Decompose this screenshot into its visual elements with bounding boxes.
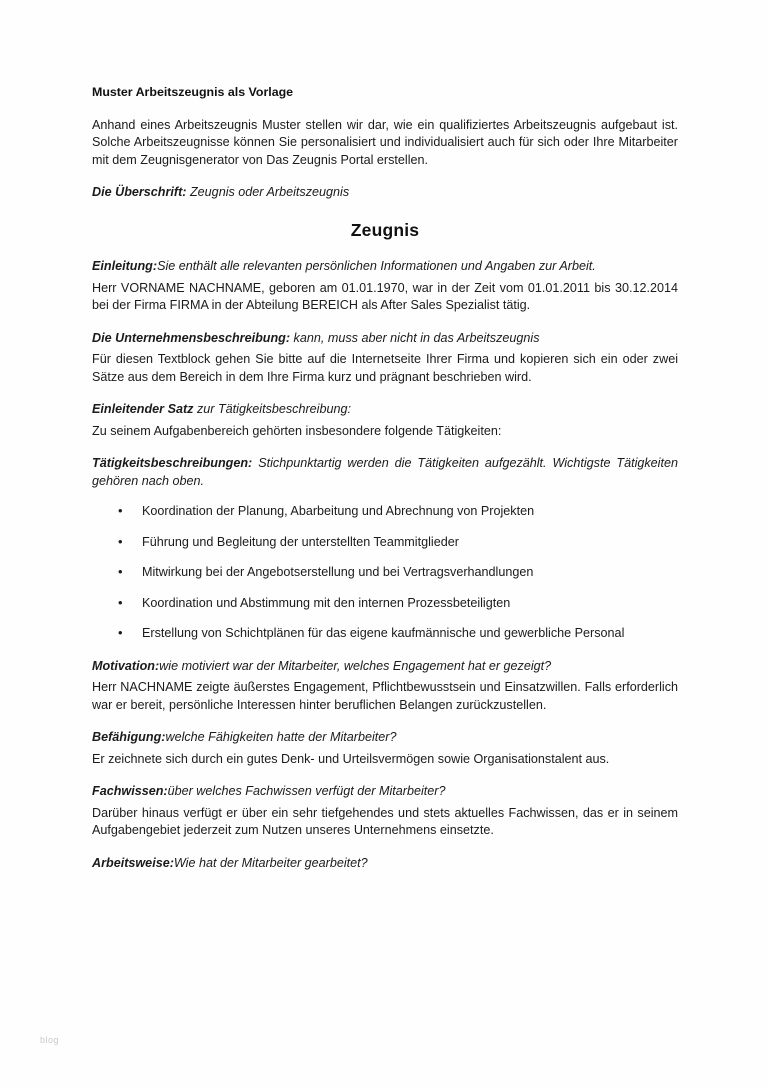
section-label-note: über welches Fachwissen verfügt der Mitarbeiter?: [167, 784, 446, 798]
section-label: Motivation:: [92, 658, 160, 673]
list-item: • Koordination und Abstimmung mit den internen Prozessbeteiligten: [118, 595, 678, 613]
section-taetigkeitsbeschreibungen: [92, 455, 678, 643]
section-body: Für diesen Textblock gehen Sie bitte auf die Internetseite Ihrer Firma und kopieren sich ein oder zwei Sätze aus dem Bereich in dem Ihre Firma kurz und prägnant beschrieben wird.: [92, 352, 678, 384]
section-label-note: wie motiviert war der Mitarbeiter, welches Engagement hat er gezeigt?: [159, 658, 552, 673]
section-body: Er zeichnete sich durch ein gutes Denk- und Urteilsvermögen sowie Organisationstalent aus.: [92, 751, 610, 766]
section-befaehigung: [92, 729, 678, 768]
section-label: Einleitender Satz: [92, 402, 194, 416]
section-label-note: zur Tätigkeitsbeschreibung:: [193, 402, 351, 416]
section-label-note: welche Fähigkeiten hatte der Mitarbeiter?: [165, 730, 397, 744]
document-content: [92, 84, 678, 887]
section-label: Einleitung:: [92, 259, 158, 273]
section-label-note: Wie hat der Mitarbeiter gearbeitet?: [173, 855, 368, 870]
section-arbeitsweise: [92, 855, 678, 873]
intro-text: Anhand eines Arbeitszeugnis Muster stellen wir dar, wie ein qualifiziertes Arbeitszeugnis aufgebaut ist. Solche Arbeitszeugnisse können Sie personalisiert und individualisiert auch für sich oder Ihre Mitarbeiter mit dem Zeugnisgenerator von Das Zeugnis Portal erstellen.: [92, 117, 678, 167]
section-body: Herr NACHNAME zeigte äußerstes Engagement, Pflichtbewusstsein und Einsatzwillen. Falls erforderlich war er bereit, persönliche Interessen hinter beruflichen Belangen zurückzustellen.: [92, 680, 678, 712]
section-label: Die Unternehmensbeschreibung:: [92, 330, 291, 345]
list-item: • Führung und Begleitung der unterstellten Teammitglieder: [118, 534, 678, 552]
headline-label: Die Überschrift:: [92, 185, 187, 199]
section-body: Herr VORNAME NACHNAME, geboren am 01.01.1970, war in der Zeit vom 01.01.2011 bis 30.12.2014 bei der Firma FIRMA in der Abteilung BEREICH als After Sales Spezialist tätig.: [92, 280, 678, 312]
section-label: Arbeitsweise:: [92, 855, 174, 870]
section-label: Befähigung:: [92, 730, 166, 744]
headline-value: Zeugnis oder Arbeitszeugnis: [189, 185, 350, 199]
section-label-note: Sie enthält alle relevanten persönlichen Informationen und Angaben zur Arbeit.: [157, 259, 596, 273]
section-label-note: kann, muss aber nicht in das Arbeitszeugnis: [290, 330, 540, 345]
section-unternehmensbeschreibung: [92, 330, 678, 387]
section-label-note: Stichpunktartig werden die Tätigkeiten aufgezählt. Wichtigste Tätigkeiten gehören nach oben.: [92, 456, 678, 488]
document-title-line: [92, 84, 678, 102]
section-fachwissen: [92, 783, 678, 840]
title-text: Muster Arbeitszeugnis als Vorlage: [92, 85, 294, 99]
footer-watermark: blog: [40, 1035, 60, 1045]
section-body: Darüber hinaus verfügt er über ein sehr tiefgehendes und stets aktuelles Fachwissen, das er in seinem Aufgabengebiet jederzeit zum Nutzen unseres Unternehmens einsetzte.: [92, 805, 678, 837]
section-einleitender-satz: [92, 401, 678, 440]
section-motivation: [92, 658, 678, 715]
intro-paragraph: [92, 117, 678, 170]
list-item: • Mitwirkung bei der Angebotserstellung und bei Vertragsverhandlungen: [118, 564, 678, 582]
headline-section: [92, 184, 678, 202]
list-item: • Koordination der Planung, Abarbeitung und Abrechnung von Projekten: [118, 503, 678, 521]
task-list: [92, 503, 678, 643]
page-title: Zeugnis: [350, 219, 420, 240]
section-body: Zu seinem Aufgabenbereich gehörten insbesondere folgende Tätigkeiten:: [92, 423, 502, 438]
list-item: • Erstellung von Schichtplänen für das eigene kaufmännische und gewerbliche Personal: [118, 625, 678, 643]
section-label: Fachwissen:: [92, 784, 168, 798]
section-einleitung: [92, 258, 678, 315]
section-label: Tätigkeitsbeschreibungen:: [92, 456, 253, 470]
